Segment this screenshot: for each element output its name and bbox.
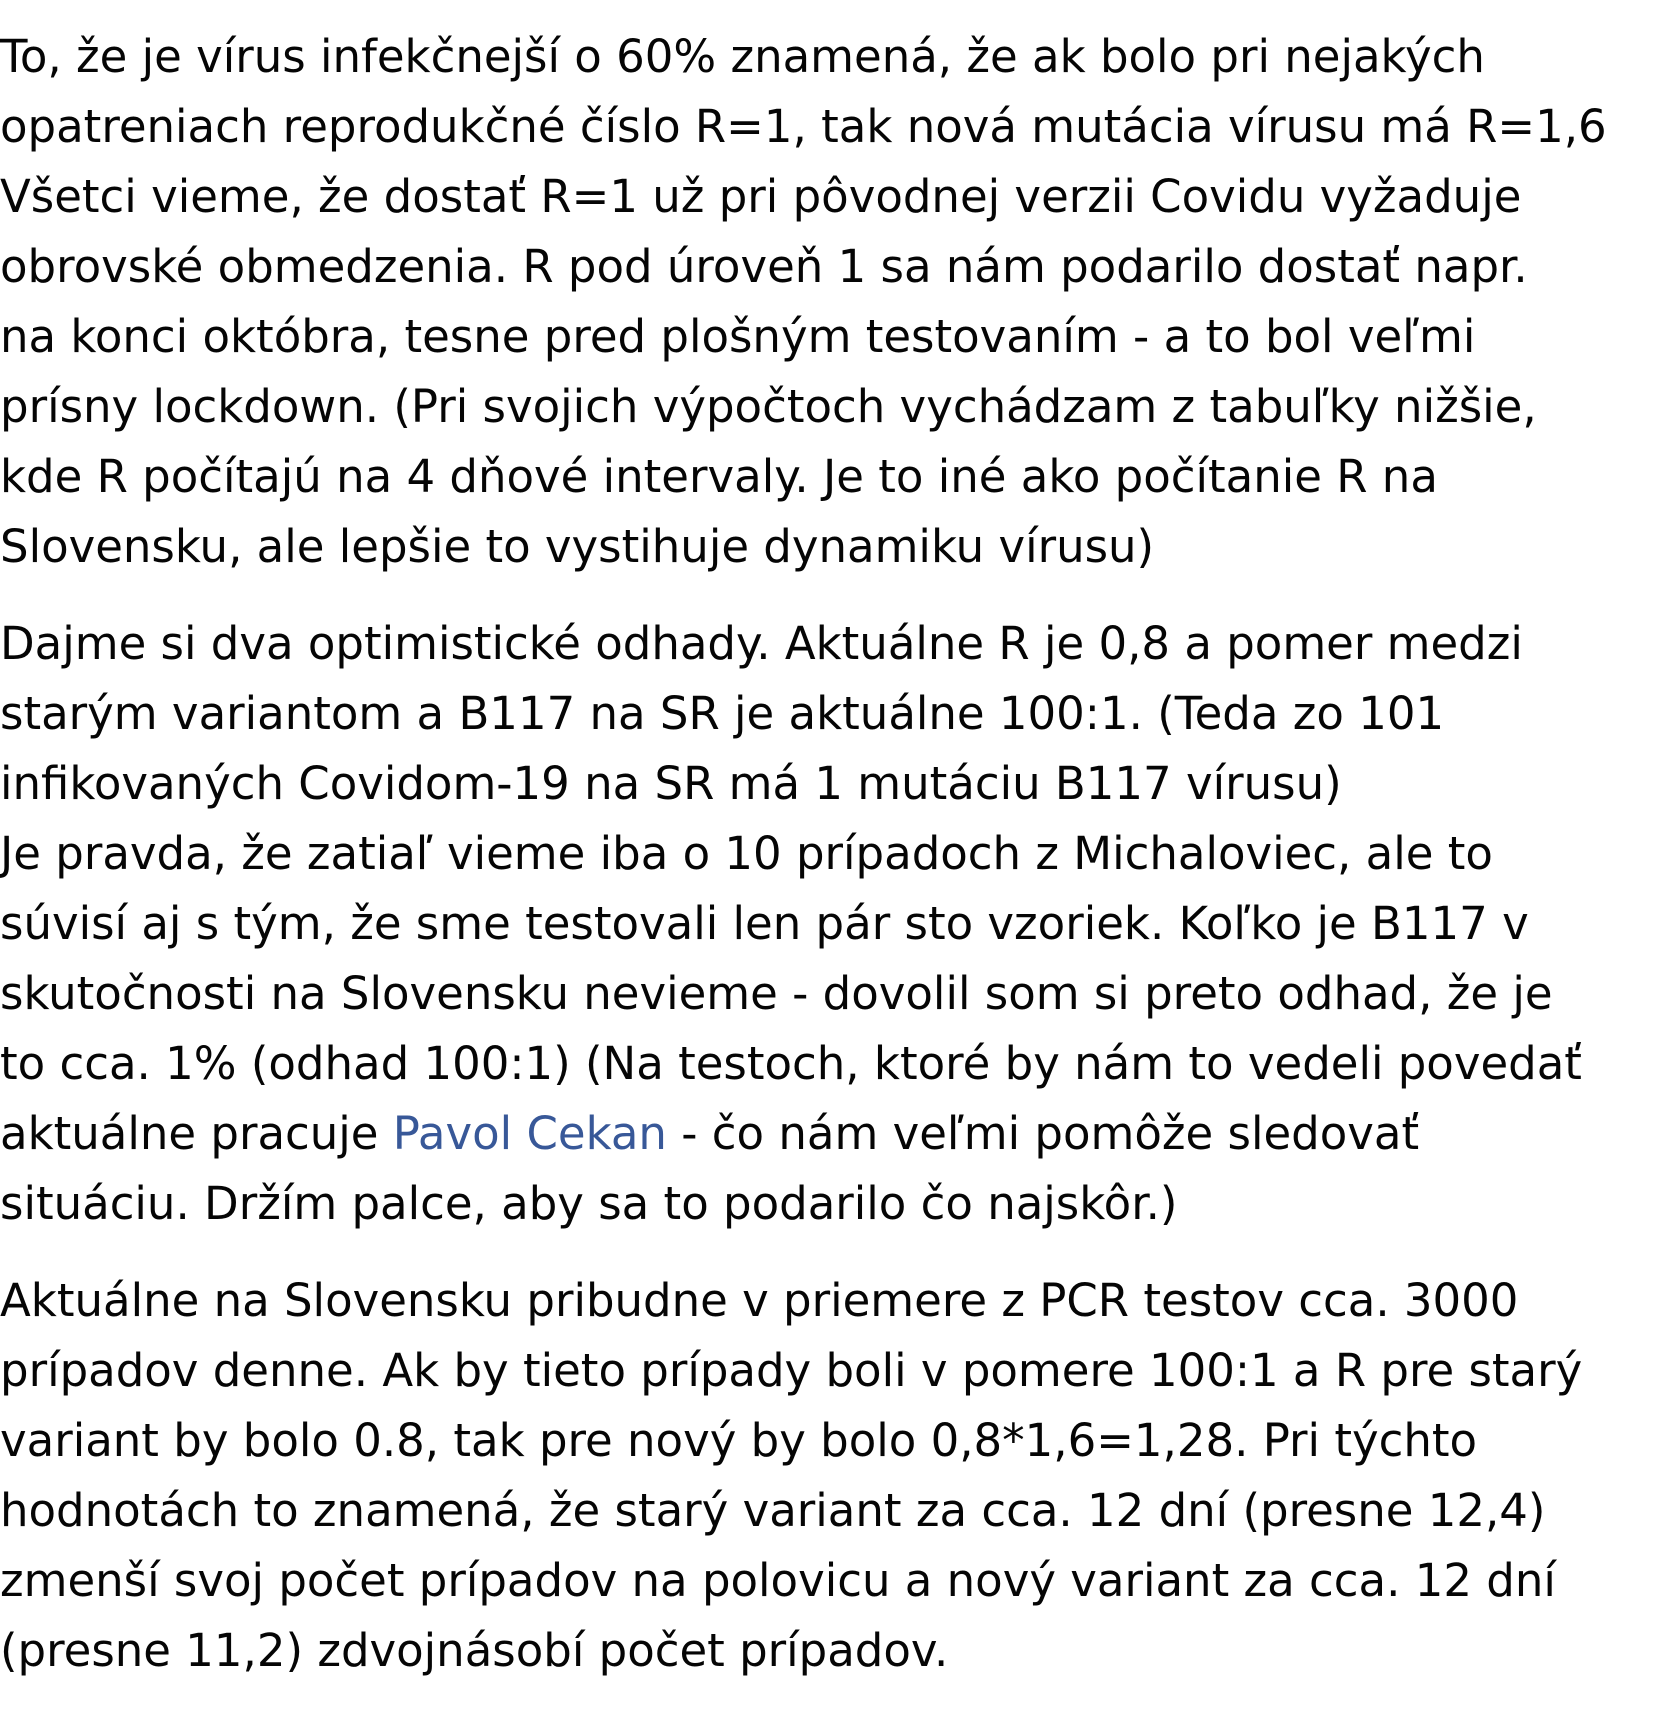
- text-line-with-mention: [0, 1099, 1680, 1169]
- post-text: [0, 22, 1680, 1713]
- text-line: skutočnosti na Slovensku nevieme - dovolil som si preto odhad, že je: [0, 967, 1553, 1020]
- paragraph-3: [0, 1266, 1680, 1686]
- text-line: Dajme si dva optimistické odhady. Aktuálne R je 0,8 a pomer medzi: [0, 617, 1523, 670]
- text-line: (presne 11,2) zdvojnásobí počet prípadov.: [0, 1624, 949, 1677]
- text-line: to cca. 1% (odhad 100:1) (Na testoch, ktoré by nám to vedeli povedať: [0, 1037, 1582, 1090]
- text-line: Aktuálne na Slovensku pribudne v priemere z PCR testov cca. 3000: [0, 1274, 1519, 1327]
- text-line: starým variantom a B117 na SR je aktuálne 100:1. (Teda zo 101: [0, 687, 1445, 740]
- text-line: Je pravda, že zatiaľ vieme iba o 10 prípadoch z Michaloviec, ale to: [0, 827, 1493, 880]
- text-line: kde R počítajú na 4 dňové intervaly. Je to iné ako počítanie R na: [0, 450, 1438, 503]
- text-line: prísny lockdown. (Pri svojich výpočtoch vychádzam z tabuľky nižšie,: [0, 380, 1537, 433]
- text-line: na konci októbra, tesne pred plošným testovaním - a to bol veľmi: [0, 310, 1476, 363]
- text-line: súvisí aj s tým, že sme testovali len pár sto vzoriek. Koľko je B117 v: [0, 897, 1529, 950]
- mention-suffix-text: - čo nám veľmi pomôže sledovať: [666, 1107, 1420, 1160]
- text-line: situáciu. Držím palce, aby sa to podarilo čo najskôr.): [0, 1177, 1178, 1230]
- text-line: zmenší svoj počet prípadov na polovicu a nový variant za cca. 12 dní: [0, 1554, 1556, 1607]
- text-line: hodnotách to znamená, že starý variant za cca. 12 dní (presne 12,4): [0, 1484, 1546, 1537]
- text-line: prípadov denne. Ak by tieto prípady boli v pomere 100:1 a R pre starý: [0, 1344, 1583, 1397]
- mention-link-pavol-cekan[interactable]: Pavol Cekan: [392, 1107, 667, 1160]
- text-line: infikovaných Covidom-19 na SR má 1 mutáciu B117 vírusu): [0, 757, 1342, 810]
- text-line: variant by bolo 0.8, tak pre nový by bolo 0,8*1,6=1,28. Pri týchto: [0, 1414, 1478, 1467]
- paragraph-2: [0, 609, 1680, 1239]
- paragraph-1: [0, 22, 1680, 582]
- text-line: Slovensku, ale lepšie to vystihuje dynamiku vírusu): [0, 520, 1155, 573]
- mention-prefix-text: aktuálne pracuje: [0, 1107, 393, 1160]
- text-line: obrovské obmedzenia. R pod úroveň 1 sa nám podarilo dostať napr.: [0, 240, 1528, 293]
- text-line: To, že je vírus infekčnejší o 60% znamená, že ak bolo pri nejakých: [0, 30, 1485, 83]
- text-line: Všetci vieme, že dostať R=1 už pri pôvodnej verzii Covidu vyžaduje: [0, 170, 1522, 223]
- text-line: opatreniach reprodukčné číslo R=1, tak nová mutácia vírusu má R=1,6: [0, 100, 1607, 153]
